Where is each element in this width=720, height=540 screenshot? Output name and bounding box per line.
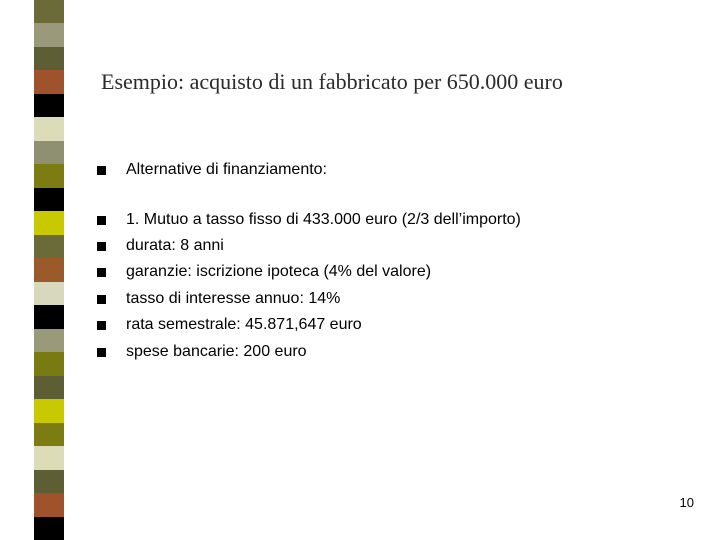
square-bullet-icon	[97, 242, 106, 251]
bullet-item	[97, 261, 431, 283]
bullet-item	[97, 209, 521, 231]
stripe-segment	[34, 493, 64, 517]
bullet-item	[97, 314, 362, 336]
stripe-segment	[34, 117, 64, 141]
stripe-segment	[34, 70, 64, 94]
bullet-text: tasso di interesse annuo: 14%	[126, 290, 341, 307]
stripe-segment	[34, 282, 64, 305]
stripe-segment	[34, 517, 64, 540]
stripe-segment	[34, 23, 64, 47]
stripe-segment	[34, 47, 64, 70]
stripe-segment	[34, 399, 64, 423]
bullet-text: 1. Mutuo a tasso fisso di 433.000 euro (2/3 dell’importo)	[126, 211, 521, 228]
stripe-segment	[34, 258, 64, 282]
stripe-segment	[34, 141, 64, 164]
stripe-segment	[34, 94, 64, 117]
bullet-text: garanzie: iscrizione ipoteca (4% del valore)	[126, 263, 432, 280]
slide-title: Esempio: acquisto di un fabbricato per 650.000 euro	[101, 69, 563, 94]
stripe-segment	[34, 305, 64, 329]
bullet-item	[97, 341, 307, 363]
stripe-segment	[34, 188, 64, 211]
stripe-segment	[34, 470, 64, 493]
square-bullet-icon	[97, 268, 106, 277]
stripe-segment	[34, 329, 64, 352]
square-bullet-icon	[97, 166, 106, 175]
square-bullet-icon	[97, 216, 106, 225]
bullet-text: rata semestrale: 45.871,647 euro	[126, 316, 362, 333]
bullet-item	[97, 235, 224, 257]
stripe-segment	[34, 0, 64, 23]
bullet-item	[97, 288, 340, 310]
stripe-segment	[34, 164, 64, 188]
square-bullet-icon	[97, 348, 106, 357]
square-bullet-icon	[97, 321, 106, 330]
stripe-segment	[34, 446, 64, 470]
bullet-text: spese bancarie: 200 euro	[126, 343, 307, 360]
page-number: 10	[679, 495, 694, 510]
bullet-item	[97, 159, 327, 181]
bullet-text: Alternative di finanziamento:	[126, 161, 327, 178]
square-bullet-icon	[97, 295, 106, 304]
stripe-segment	[34, 376, 64, 399]
bullet-text: durata: 8 anni	[126, 237, 224, 254]
stripe-segment	[34, 352, 64, 376]
stripe-segment	[34, 211, 64, 235]
stripe-segment	[34, 423, 64, 446]
stripe-segment	[34, 235, 64, 258]
decorative-stripe-bar	[34, 0, 64, 540]
